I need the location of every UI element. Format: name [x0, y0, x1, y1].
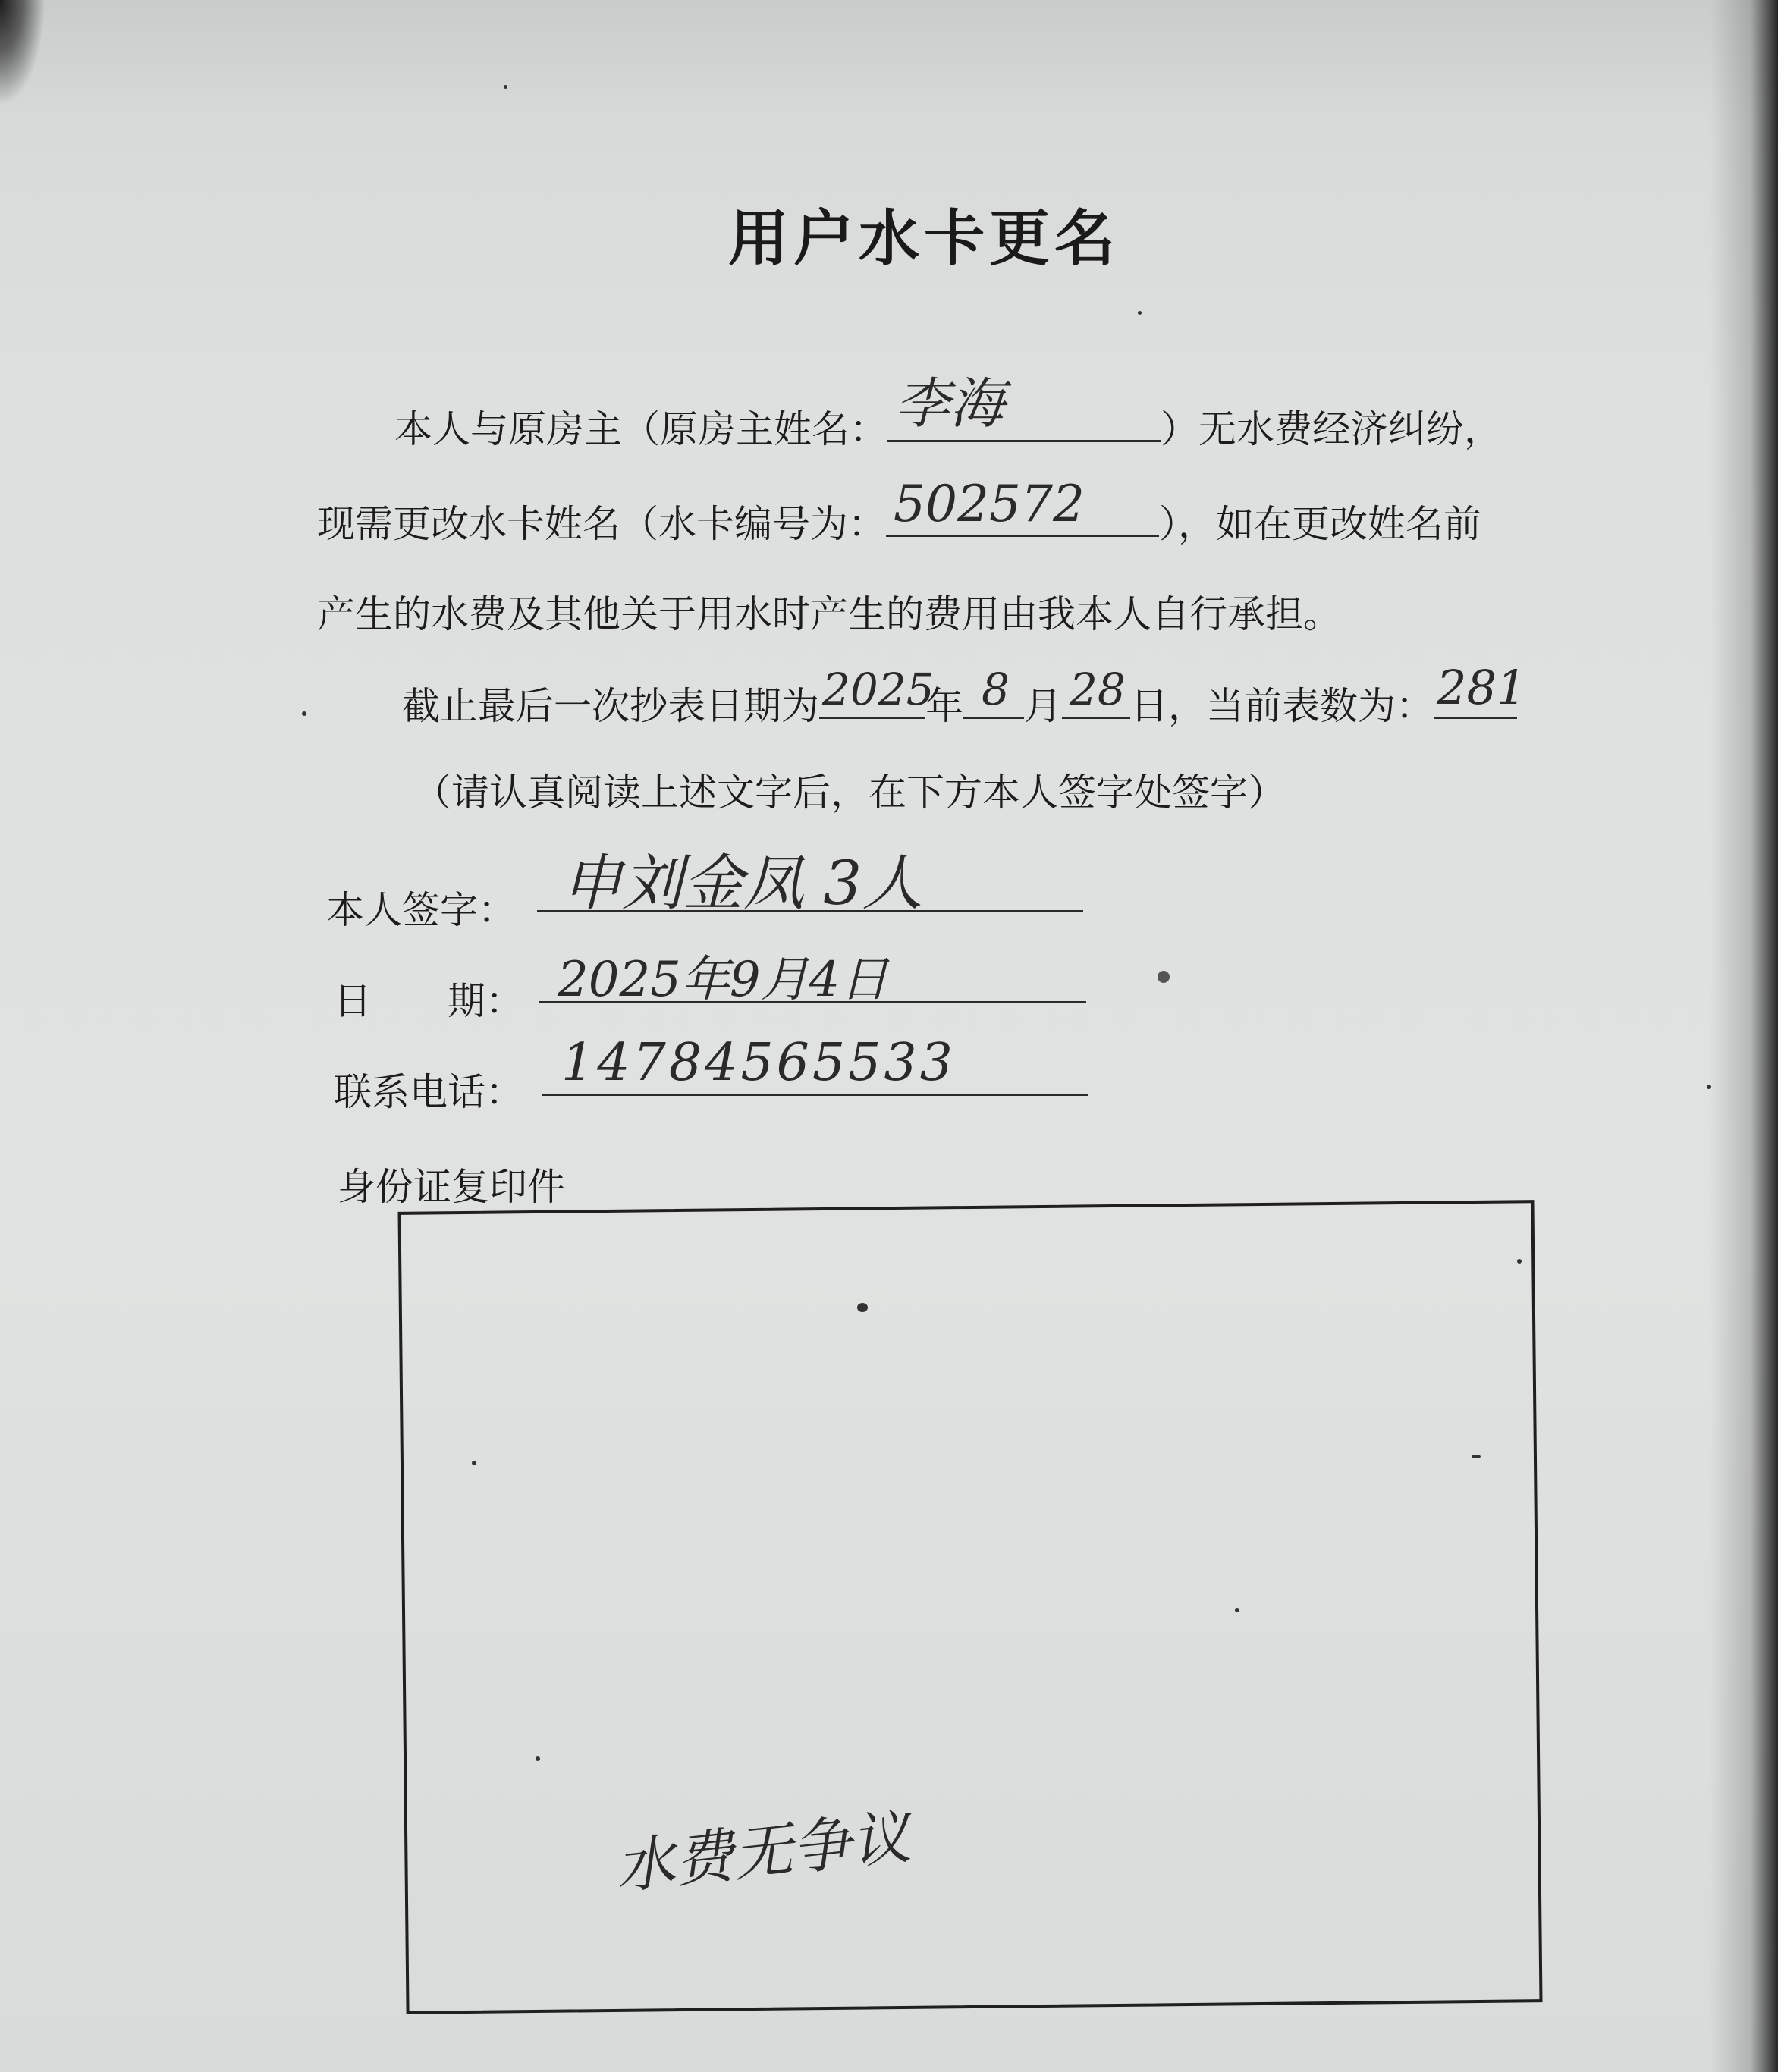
- edge-shadow: [1710, 0, 1778, 2072]
- former-owner-name: 李海: [895, 372, 1005, 435]
- scan-speck: [1517, 1259, 1522, 1264]
- reading-day-unit: 日，当前表数为：: [1130, 684, 1434, 728]
- former-owner-lead: 本人与原房主（原房主姓名：: [394, 407, 887, 451]
- scan-speck: [857, 1303, 868, 1312]
- scan-speck: [1158, 971, 1170, 983]
- signing-instruction: （请认真阅读上述文字后，在下方本人签字处签字）: [413, 771, 1286, 815]
- reading-month: 8: [982, 664, 1010, 715]
- scan-speck: [504, 85, 507, 89]
- phone-value: 14784565533: [561, 1033, 956, 1093]
- scan-speck: [1707, 1085, 1711, 1089]
- meter-reading-field: [1434, 660, 1527, 719]
- reading-year-field: [819, 664, 935, 719]
- reading-day-field: [1062, 664, 1130, 719]
- reading-day: 28: [1070, 664, 1126, 715]
- scan-speck: [302, 711, 306, 716]
- reading-lead: 截止最后一次抄表日期为: [402, 684, 819, 728]
- signature-label: 本人签字：: [326, 888, 516, 932]
- meter-reading-line: [402, 660, 1527, 730]
- scan-speck: [536, 1756, 540, 1761]
- phone-label: 联系电话：: [334, 1070, 523, 1114]
- card-number-tail: ），如在更改姓名前: [1159, 502, 1481, 546]
- id-copy-label: 身份证复印件: [338, 1165, 565, 1209]
- scan-speck: [1235, 1608, 1239, 1612]
- card-number-field: [886, 475, 1159, 537]
- corner-shadow: [0, 0, 46, 106]
- meter-reading: 281: [1437, 660, 1527, 715]
- reading-month-field: [963, 664, 1024, 719]
- former-owner-field: [887, 372, 1161, 442]
- card-number-line: [317, 475, 1481, 548]
- reading-month-unit: 月: [1024, 684, 1062, 728]
- card-number-lead: 现需更改水卡姓名（水卡编号为：: [317, 502, 886, 546]
- reading-year: 2025: [822, 664, 935, 715]
- page-title: 用户水卡更名: [728, 203, 1120, 274]
- card-number: 502572: [894, 475, 1085, 533]
- date-label: 日 期：: [334, 979, 523, 1023]
- scan-speck: [1472, 1455, 1481, 1458]
- id-copy-box: [398, 1200, 1543, 2014]
- liability-line: 产生的水费及其他关于用水时产生的费用由我本人自行承担。: [317, 592, 1341, 636]
- date-value: 2025年9月4日: [558, 952, 889, 1008]
- former-owner-tail: ）无水费经济纠纷，: [1161, 407, 1502, 451]
- signature-value: 申刘金凤 3人: [561, 848, 923, 918]
- reading-year-unit: 年: [925, 684, 963, 728]
- id-copy-note: 水费无争议: [612, 1803, 914, 1903]
- former-owner-line: [394, 372, 1502, 454]
- scan-speck: [472, 1461, 476, 1465]
- scan-speck: [1138, 311, 1142, 315]
